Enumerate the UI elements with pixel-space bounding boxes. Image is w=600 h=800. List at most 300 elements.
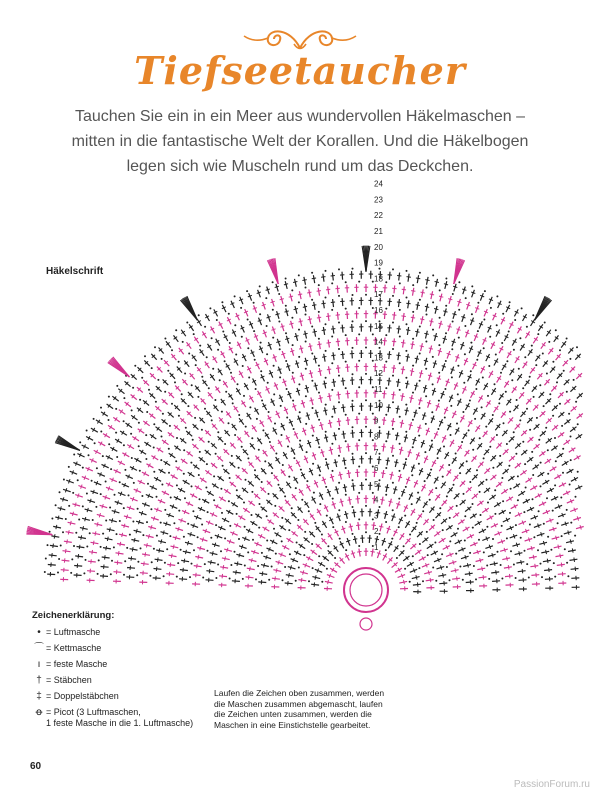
legend-item [32, 675, 222, 686]
stitch-mark [66, 480, 74, 483]
stitch-crossbar [466, 304, 470, 306]
chain-dot [332, 526, 334, 528]
stitch-mark [187, 411, 193, 417]
stitch-crossbar [533, 555, 534, 559]
chain-dot [161, 484, 163, 486]
stitch-crossbar [387, 381, 391, 382]
stitch-crossbar [526, 529, 528, 533]
chain-dot [540, 485, 542, 487]
chain-dot [502, 313, 504, 315]
stitch-mark [168, 392, 174, 398]
chain-dot [345, 467, 347, 469]
chain-dot [432, 356, 434, 358]
chain-dot [566, 338, 568, 340]
stitch-mark [379, 456, 380, 464]
chain-dot [229, 342, 231, 344]
stitch-mark [437, 376, 440, 384]
stitch-crossbar [375, 539, 379, 540]
chain-dot [261, 552, 263, 554]
chain-dot [379, 506, 381, 508]
chain-dot [231, 455, 233, 457]
stitch-mark [417, 275, 418, 283]
stitch-crossbar [284, 284, 288, 285]
chain-dot [178, 361, 180, 363]
chain-dot [198, 474, 200, 476]
chain-dot [488, 365, 490, 367]
stitch-crossbar [346, 540, 350, 542]
stitch-mark [415, 383, 417, 391]
chain-dot [385, 334, 387, 336]
stitch-crossbar [407, 277, 411, 278]
chain-dot [208, 387, 210, 389]
stitch-mark [249, 560, 257, 562]
stitch-mark [230, 462, 236, 468]
stitch-crossbar [309, 373, 313, 374]
stitch-mark [156, 550, 164, 552]
stitch-mark [352, 377, 353, 385]
chain-dot [532, 314, 534, 316]
stitch-mark [328, 313, 329, 321]
stitch-crossbar [102, 504, 103, 508]
chain-dot [213, 499, 215, 501]
stitch-crossbar [323, 383, 327, 384]
chain-dot [575, 401, 577, 403]
stitch-mark [347, 311, 348, 319]
chain-dot [308, 510, 310, 512]
stitch-mark [181, 560, 189, 561]
stitch-crossbar [285, 338, 289, 339]
stitch-mark [406, 381, 408, 389]
stitch-crossbar [81, 535, 82, 539]
stitch-mark [205, 430, 211, 436]
chain-dot [432, 274, 434, 276]
chain-dot [193, 333, 195, 335]
chain-dot [426, 531, 428, 533]
round-number: 20 [374, 242, 383, 252]
stitch-mark [491, 572, 499, 573]
stitch-crossbar [556, 536, 557, 540]
stitch-mark [97, 514, 105, 516]
chain-dot [318, 284, 320, 286]
round-number: 5 [374, 479, 379, 489]
stitch-mark [434, 333, 436, 341]
stitch-mark [119, 534, 127, 536]
chain-dot [345, 440, 347, 442]
stitch-mark [573, 518, 581, 521]
stitch-mark [534, 424, 540, 430]
round-number: 15 [374, 321, 383, 331]
stitch-mark [420, 370, 422, 378]
chain-dot [198, 314, 200, 316]
stitch-mark [444, 308, 446, 316]
stitch-crossbar [543, 541, 544, 545]
chain-dot [483, 347, 485, 349]
stitch-crossbar [398, 476, 402, 477]
stitch-crossbar [425, 306, 429, 307]
stitch-mark [219, 576, 227, 577]
chain-dot [526, 408, 528, 410]
stitch-crossbar [303, 333, 307, 334]
stitch-mark [551, 386, 557, 392]
chain-dot [189, 576, 191, 578]
chain-dot [418, 435, 420, 437]
stitch-crossbar [254, 550, 255, 554]
stitch-crossbar [521, 560, 522, 564]
stitch-crossbar [144, 562, 145, 566]
chain-dot [549, 393, 551, 395]
chain-dot [445, 305, 447, 307]
stitch-mark [180, 570, 188, 571]
stitch-crossbar [341, 381, 345, 382]
stitch-mark [395, 459, 397, 467]
chain-dot [278, 484, 280, 486]
chain-dot [258, 527, 260, 529]
chain-dot [234, 551, 236, 553]
stitch-mark [333, 352, 334, 360]
chain-dot [175, 329, 177, 331]
chain-dot [138, 445, 140, 447]
chain-dot [245, 479, 247, 481]
chain-dot [175, 460, 177, 462]
stitch-crossbar [448, 326, 452, 327]
stitch-crossbar [577, 516, 578, 520]
stitch-crossbar [351, 459, 355, 460]
stitch-crossbar [430, 578, 431, 582]
stitch-crossbar [519, 551, 520, 555]
chain-dot [392, 268, 394, 270]
stitch-crossbar [477, 550, 478, 554]
stitch-crossbar [229, 540, 231, 544]
chain-dot [535, 364, 537, 366]
chain-dot [392, 348, 394, 350]
stitch-crossbar [332, 408, 336, 409]
stitch-mark [63, 551, 71, 552]
chain-dot [208, 441, 210, 443]
chain-dot [379, 453, 381, 455]
stitch-crossbar [406, 303, 410, 304]
stitch-mark [442, 363, 445, 371]
stitch-crossbar [302, 280, 306, 281]
stitch-crossbar [404, 580, 405, 584]
chain-dot [215, 524, 217, 526]
stitch-crossbar [516, 543, 517, 547]
chain-dot [481, 406, 483, 408]
stitch-mark [236, 554, 244, 556]
stitch-mark [426, 304, 428, 312]
stitch-crossbar [400, 396, 404, 397]
chain-dot [331, 362, 333, 364]
stitch-mark [500, 549, 508, 551]
chain-dot [232, 402, 234, 404]
stitch-crossbar [65, 488, 66, 492]
chain-dot [365, 531, 367, 533]
stitch-mark [339, 418, 340, 426]
stitch-crossbar [390, 448, 394, 449]
chain-dot [484, 290, 486, 292]
stitch-mark [309, 531, 315, 537]
chain-dot [266, 325, 268, 327]
chain-dot [240, 307, 242, 309]
chain-dot [531, 451, 533, 453]
chain-dot [449, 579, 451, 581]
chain-dot [547, 449, 549, 451]
stitch-crossbar [465, 555, 466, 559]
watermark: PassionForum.ru [513, 779, 590, 790]
stitch-crossbar [387, 407, 391, 408]
chain-dot [438, 344, 440, 346]
stitch-crossbar [391, 421, 395, 422]
stitch-mark [558, 392, 564, 398]
stitch-mark [349, 497, 350, 505]
stitch-crossbar [318, 398, 322, 399]
stitch-crossbar [568, 531, 569, 535]
stitch-mark [323, 300, 324, 308]
round-number: 1 [374, 543, 379, 552]
chain-dot [292, 400, 294, 402]
chain-dot [539, 384, 541, 386]
stitch-crossbar [395, 435, 399, 436]
stitch-mark [436, 279, 438, 287]
chain-dot [313, 492, 315, 494]
stitch-mark [443, 336, 445, 344]
stitch-mark [167, 564, 175, 565]
chain-dot [462, 579, 464, 581]
chain-dot [345, 549, 347, 551]
chain-dot [352, 506, 354, 508]
chain-dot [547, 473, 549, 475]
chain-dot [312, 435, 314, 437]
stitch-mark [403, 286, 404, 294]
chain-dot [517, 475, 519, 477]
stitch-mark [258, 582, 266, 583]
chain-dot [561, 535, 563, 537]
stitch-crossbar [301, 578, 302, 582]
chain-dot [365, 505, 367, 507]
stitch-mark [385, 285, 386, 293]
chain-dot [191, 563, 193, 565]
chain-dot [500, 372, 502, 374]
stitch-crossbar [396, 408, 400, 409]
stitch-mark [218, 436, 224, 442]
chain-dot [79, 441, 81, 443]
stitch-crossbar [147, 543, 148, 547]
stitch-mark [212, 544, 220, 546]
chain-dot [281, 434, 283, 436]
stitch-mark [304, 277, 306, 285]
stitch-mark [554, 546, 562, 548]
stitch-mark [316, 410, 318, 418]
chain-dot [569, 358, 571, 360]
picot-icon: ꝋ [35, 707, 43, 718]
stitch-note [214, 688, 404, 730]
stitch-mark [449, 561, 457, 564]
chain-dot [439, 317, 441, 319]
chain-dot [338, 455, 340, 457]
stitch-mark [63, 489, 71, 492]
stitch-mark [512, 544, 520, 546]
chain-dot [554, 437, 556, 439]
chain-dot [509, 411, 511, 413]
stitch-mark [78, 486, 86, 489]
chain-dot [178, 415, 180, 417]
chain-dot [398, 526, 400, 528]
stitch-mark [301, 373, 303, 381]
chain-dot [173, 522, 175, 524]
chain-dot [492, 414, 494, 416]
stitch-crossbar [331, 276, 335, 277]
chain-dot [331, 336, 333, 338]
chain-dot [123, 444, 125, 446]
chain-dot [137, 508, 139, 510]
stitch-crossbar [318, 371, 322, 372]
stitch-crossbar [148, 534, 149, 538]
chain-dot [352, 479, 354, 481]
chain-dot [93, 418, 95, 420]
chain-dot [285, 360, 287, 362]
chain-dot [497, 551, 499, 553]
stitch-mark [224, 449, 230, 455]
chain-dot [126, 547, 128, 549]
chain-dot [94, 442, 96, 444]
stitch-crossbar [482, 567, 483, 571]
chain-dot [228, 422, 230, 424]
chain-dot [228, 313, 230, 315]
chain-dot [469, 481, 471, 483]
stitch-mark [297, 388, 300, 396]
stitch-mark [382, 497, 383, 505]
stitch-mark [94, 524, 102, 526]
stitch-mark [136, 521, 144, 523]
stitch-mark [304, 304, 306, 312]
stitch-mark [239, 546, 247, 549]
chain-dot [510, 488, 512, 490]
note-line: die Zeichen unten zusammen, werden die [214, 709, 372, 719]
stitch-crossbar [294, 309, 298, 310]
stitch-mark [433, 388, 436, 396]
chain-dot [494, 489, 496, 491]
stitch-crossbar [327, 396, 331, 397]
stitch-crossbar [280, 299, 284, 300]
chain-dot [365, 320, 367, 322]
chain-dot [297, 519, 299, 521]
stitch-crossbar [438, 351, 442, 352]
stitch-crossbar [390, 474, 394, 475]
chain-dot [325, 458, 327, 460]
chain-dot [174, 381, 176, 383]
chain-dot [176, 437, 178, 439]
stitch-mark [416, 329, 418, 337]
chain-dot [170, 497, 172, 499]
stitch-mark [77, 547, 85, 548]
stitch-mark [161, 532, 169, 534]
stitch-crossbar [178, 527, 179, 531]
chain-dot [305, 341, 307, 343]
stitch-mark [576, 527, 584, 529]
chain-dot [399, 389, 401, 391]
chain-dot [445, 332, 447, 334]
chain-dot [171, 403, 173, 405]
chain-dot [475, 388, 477, 390]
stitch-mark [479, 577, 487, 578]
stitch-crossbar [166, 522, 167, 526]
chain-dot [257, 565, 259, 567]
stitch-mark [49, 555, 57, 556]
chain-dot [477, 302, 479, 304]
stitch-mark [328, 340, 329, 348]
stitch-mark [412, 315, 413, 323]
round-number: 3 [374, 511, 379, 521]
chain-dot [546, 497, 548, 499]
chain-dot [433, 519, 435, 521]
chain-dot [65, 518, 67, 520]
chain-dot [139, 470, 141, 472]
chain-dot [123, 420, 125, 422]
chain-dot [500, 564, 502, 566]
chain-dot [529, 524, 531, 526]
stitch-crossbar [156, 567, 157, 571]
chain-dot [164, 562, 166, 564]
stitch-mark [412, 341, 413, 349]
chain-dot [555, 460, 557, 462]
chain-dot [552, 361, 554, 363]
chain-dot [327, 545, 329, 547]
stitch-mark [48, 565, 56, 566]
stitch-crossbar [387, 354, 391, 355]
stitch-crossbar [442, 366, 446, 368]
chain-dot [566, 562, 568, 564]
chain-dot [102, 533, 104, 535]
stitch-mark [272, 578, 280, 579]
chain-dot [113, 546, 115, 548]
stitch-mark [342, 526, 345, 534]
chain-dot [437, 428, 439, 430]
chain-dot [243, 395, 245, 397]
stitch-crossbar [93, 541, 94, 545]
chain-dot [318, 419, 320, 421]
round-number: 13 [374, 353, 383, 363]
stitch-mark [491, 455, 497, 461]
stitch-mark [285, 583, 293, 584]
chain-dot [358, 386, 360, 388]
stitch-crossbar [314, 385, 318, 386]
stitch-crossbar [250, 567, 251, 571]
chain-dot [150, 508, 152, 510]
stitch-crossbar [114, 509, 115, 513]
legend-item [32, 643, 222, 654]
chain-dot [522, 441, 524, 443]
stitch-mark [146, 536, 154, 538]
chain-dot [564, 548, 566, 550]
stitch-mark [398, 326, 399, 334]
stitch-crossbar [425, 280, 429, 281]
chain-dot [184, 497, 186, 499]
chain-dot [162, 413, 164, 415]
stitch-mark [383, 470, 384, 478]
chain-dot [404, 568, 406, 570]
chain-dot [379, 268, 381, 270]
chain-dot [418, 567, 420, 569]
stitch-mark [407, 354, 408, 362]
chain-dot [392, 322, 394, 324]
stitch-crossbar [132, 547, 133, 551]
chain-dot [499, 455, 501, 457]
chain-dot [202, 577, 204, 579]
chain-dot [412, 338, 414, 340]
chain-dot [184, 373, 186, 375]
stitch-crossbar [422, 415, 426, 416]
chain-dot [385, 521, 387, 523]
chain-dot [204, 563, 206, 565]
